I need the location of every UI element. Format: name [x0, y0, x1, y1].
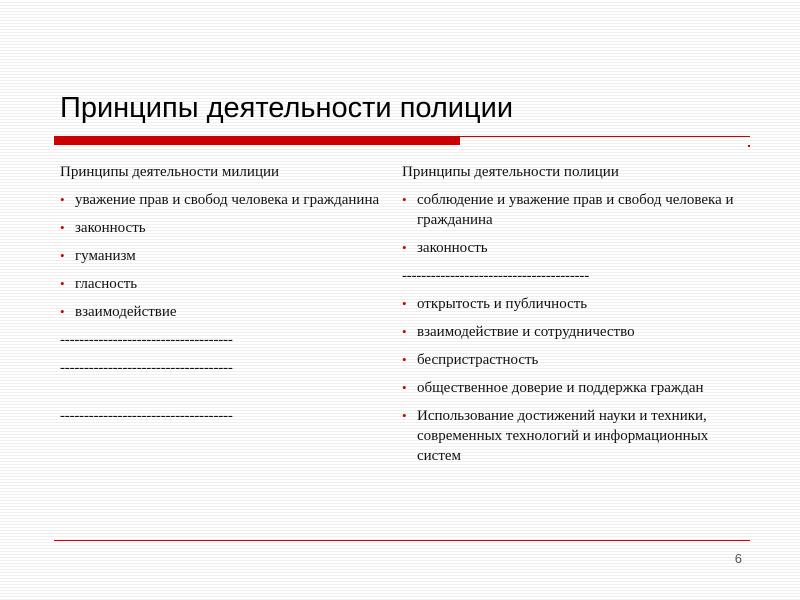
right-column-list	[402, 190, 742, 466]
placeholder-dashes: ------------------------------------	[60, 408, 233, 424]
title-underline-dot	[748, 145, 750, 147]
bullet-icon: •	[60, 248, 65, 263]
bullet-icon: •	[60, 304, 65, 319]
list-item	[402, 406, 742, 466]
list-item-text: гуманизм	[75, 248, 136, 264]
list-item	[402, 190, 742, 230]
list-item	[402, 378, 742, 398]
footer-divider	[54, 540, 750, 541]
list-item-text: взаимодействие и сотрудничество	[417, 324, 635, 340]
placeholder-dashes: ------------------------------------	[60, 360, 233, 376]
list-item-text: общественное доверие и поддержка граждан	[417, 380, 704, 396]
list-item-text: Использование достижений науки и техники, современных технологий и информационных систем	[417, 408, 709, 464]
list-item-text: законность	[75, 220, 146, 236]
list-item	[60, 218, 380, 238]
right-column-header: Принципы деятельности полиции	[402, 164, 619, 180]
slide-title: Принципы деятельности полиции	[60, 92, 514, 124]
list-item-text: гласность	[75, 276, 138, 292]
list-item	[60, 190, 380, 210]
list-item	[60, 274, 380, 294]
bullet-icon: •	[402, 240, 407, 255]
title-underline-thick	[54, 136, 460, 145]
title-underline-thin	[460, 136, 750, 137]
bullet-icon: •	[402, 408, 407, 423]
list-item	[60, 246, 380, 266]
list-item	[402, 238, 742, 258]
right-column	[402, 162, 742, 474]
placeholder-dashes: ---------------------------------------	[402, 268, 590, 284]
list-item-text: соблюдение и уважение прав и свобод человека и гражданина	[417, 192, 734, 228]
placeholder-dashes: ------------------------------------	[60, 332, 233, 348]
page-number: 6	[734, 551, 742, 566]
bullet-icon: •	[402, 192, 407, 207]
list-item-text: законность	[417, 240, 488, 256]
bullet-icon: •	[60, 276, 65, 291]
bullet-icon: •	[402, 296, 407, 311]
list-item-text: взаимодействие	[75, 304, 177, 320]
list-item-text: открытость и публичность	[417, 296, 588, 312]
list-item	[402, 322, 742, 342]
left-column-list	[60, 190, 380, 426]
list-item	[402, 294, 742, 314]
left-column-header: Принципы деятельности милиции	[60, 164, 280, 180]
bullet-icon: •	[60, 192, 65, 207]
bullet-icon: •	[402, 380, 407, 395]
list-item	[60, 302, 380, 322]
list-item	[402, 350, 742, 370]
bullet-icon: •	[60, 220, 65, 235]
list-item-text: уважение прав и свобод человека и гражданина	[75, 192, 380, 208]
bullet-icon: •	[402, 324, 407, 339]
left-column	[60, 162, 380, 434]
bullet-icon: •	[402, 352, 407, 367]
list-item-text: беспристрастность	[417, 352, 539, 368]
